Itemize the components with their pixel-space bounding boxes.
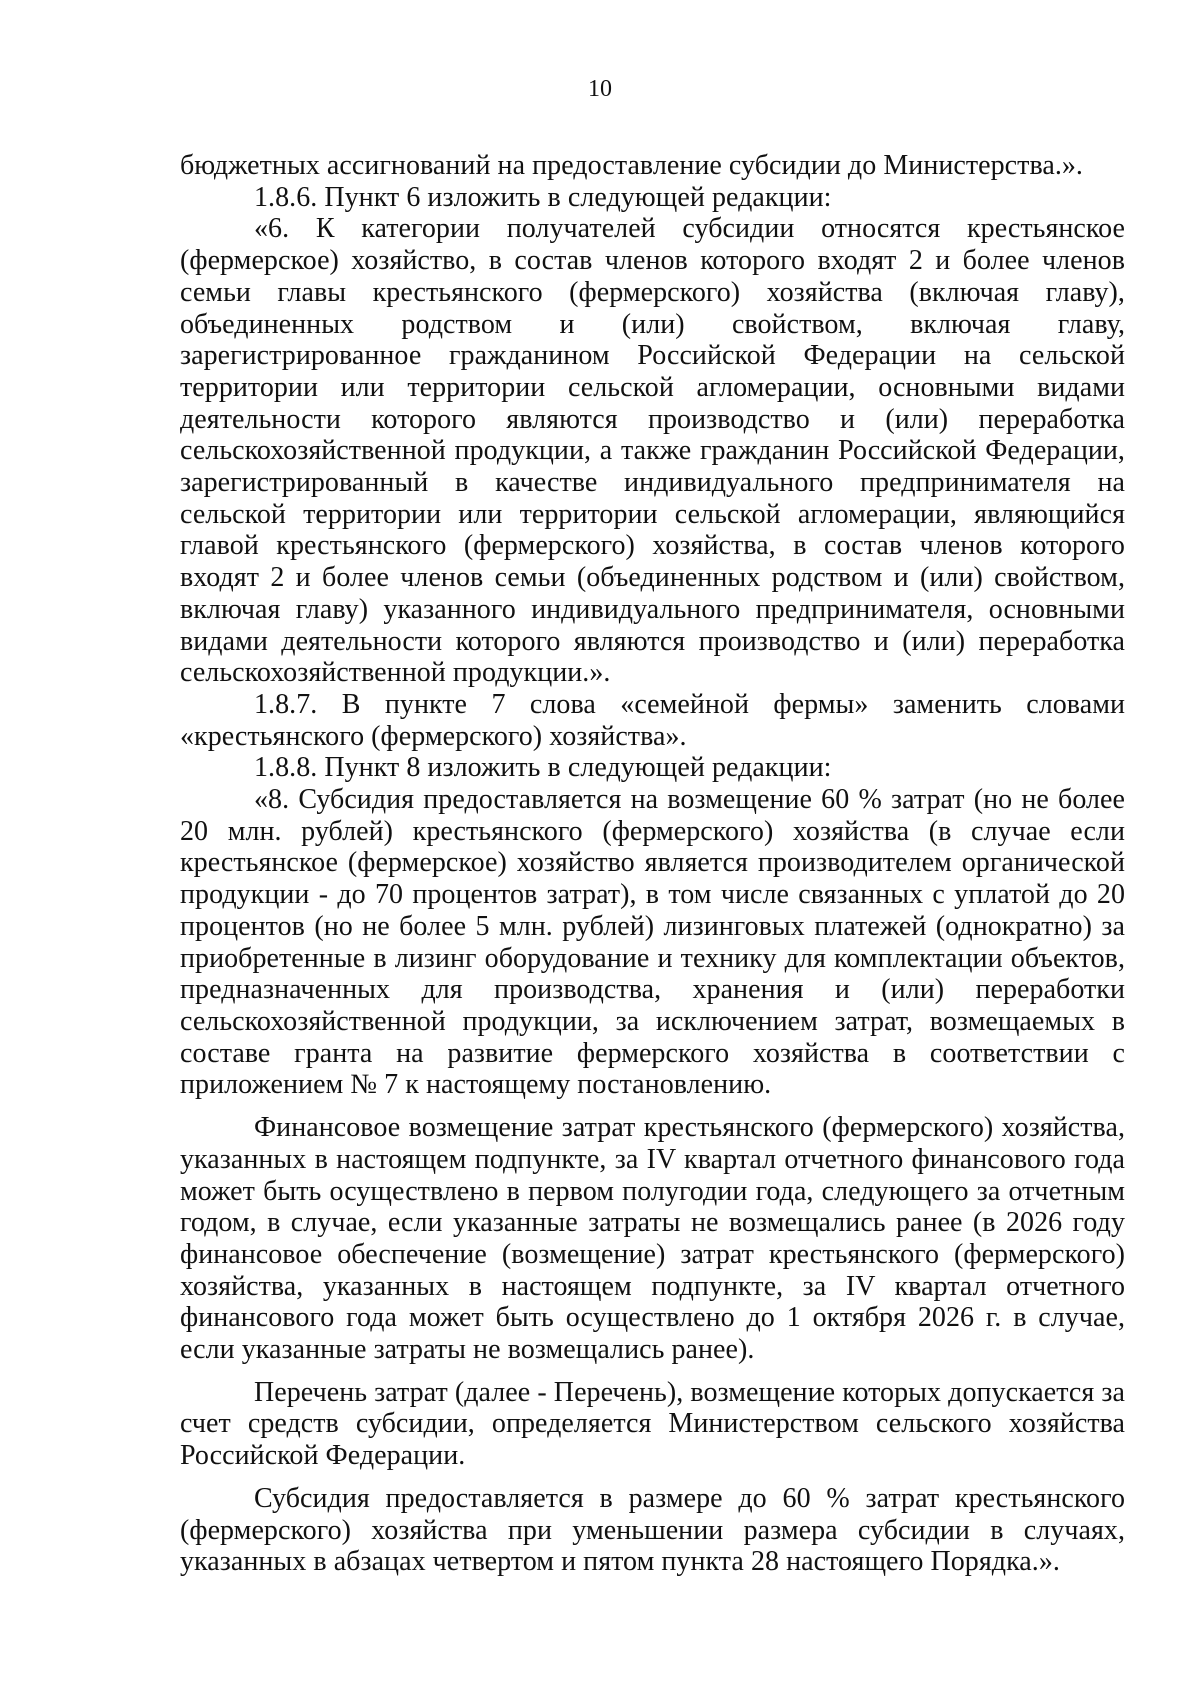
paragraph-subsidy-amount: Субсидия предоставляется в размере до 60 % затрат крестьянского (фермерского) хозяйства при уменьшении размера субсидии в случаях, указанных в абзацах четвертом и пятом пункта 28 настоящего Порядка.». (180, 1482, 1125, 1578)
paragraph-point-6: «6. К категории получателей субсидии относятся крестьянское (фермерское) хозяйство, в состав членов которого входят 2 и более членов семьи главы крестьянского (фермерского) хозяйства (включая главу), объединенных родством и (или) свойством, включая главу, зарегистрированное гражданином Российской Федерации на сельской территории или территории сельской агломерации, основными видами деятельности которого являются производство и (или) переработка сельскохозяйственной продукции, а также гражданин Российской Федерации, зарегистрированный в качестве индивидуального предпринимателя на сельской территории или территории сельской агломерации, являющийся главой крестьянского (фермерского) хозяйства, в состав членов которого входят 2 и более членов семьи (объединенных родством и (или) свойством, включая главу) указанного индивидуального предпринимателя, основными видами деятельности которого являются производство и (или) переработка сельскохозяйственной продукции.». (180, 213, 1125, 689)
paragraph-continuation: бюджетных ассигнований на предоставление субсидии до Министерства.». (180, 150, 1083, 181)
page-number: 10 (588, 76, 612, 102)
paragraph-cost-list: Перечень затрат (далее - Перечень), возмещение которых допускается за счет средств субсидии, определяется Министерством сельского хозяйства Российской Федерации. (180, 1376, 1125, 1472)
paragraph-financial-reimbursement: Финансовое возмещение затрат крестьянского (фермерского) хозяйства, указанных в настоящем подпункте, за IV квартал отчетного финансового года может быть осуществлено в первом полугодии года, следующего за отчетным годом, в случае, если указанные затраты не возмещались ранее (в 2026 году финансовое обеспечение (возмещение) затрат крестьянского (фермерского) хозяйства, указанных в настоящем подпункте, за IV квартал отчетного финансового года может быть осуществлено до 1 октября 2026 г. в случае, если указанные затраты не возмещались ранее). (180, 1112, 1125, 1366)
document-body (180, 150, 1125, 1578)
paragraph-1-8-8: 1.8.8. Пункт 8 изложить в следующей редакции: (254, 752, 832, 784)
paragraph-1-8-7: 1.8.7. В пункте 7 слова «семейной фермы» заменить словами «крестьянского (фермерского) хозяйства». (180, 688, 1125, 752)
paragraph-1-8-6: 1.8.6. Пункт 6 изложить в следующей редакции: (254, 181, 832, 213)
paragraph-point-8: «8. Субсидия предоставляется на возмещение 60 % затрат (но не более 20 млн. рублей) крестьянского (фермерского) хозяйства (в случае если крестьянское (фермерское) хозяйство является производителем органической продукции - до 70 процентов затрат), в том числе связанных с уплатой до 20 процентов (но не более 5 млн. рублей) лизинговых платежей (однократно) за приобретенные в лизинг оборудование и технику для комплектации объектов, предназначенных для производства, хранения и (или) переработки сельскохозяйственной продукции, за исключением затрат, возмещаемых в составе гранта на развитие фермерского хозяйства в соответствии с приложением № 7 к настоящему постановлению. (180, 784, 1125, 1101)
